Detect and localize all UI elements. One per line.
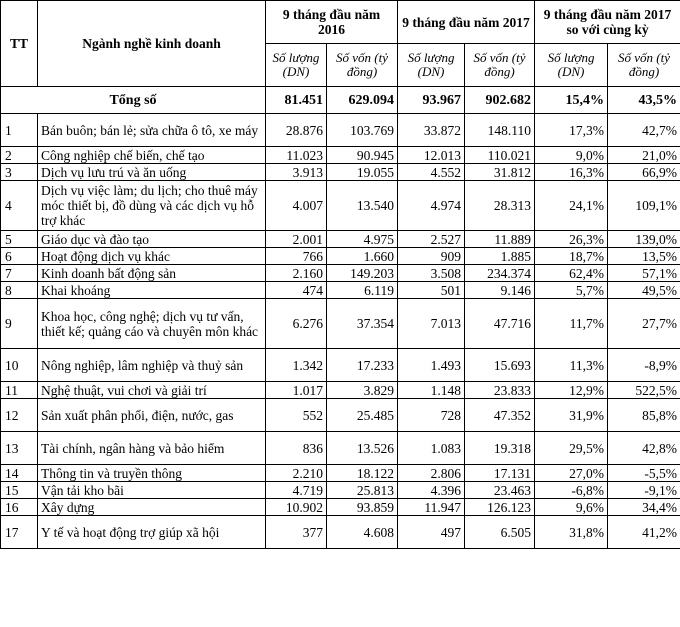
row-sl-2017: 12.013 bbox=[398, 147, 465, 164]
row-sv-2017: 148.110 bbox=[465, 114, 535, 147]
row-sector: Khai khoáng bbox=[38, 282, 266, 299]
row-sector: Bán buôn; bán lẻ; sửa chữa ô tô, xe máy bbox=[38, 114, 266, 147]
row-sv-2016: 103.769 bbox=[327, 114, 398, 147]
row-sl-2016: 4.719 bbox=[266, 482, 327, 499]
row-sl-pct: 9,0% bbox=[535, 147, 608, 164]
row-sl-pct: 12,9% bbox=[535, 382, 608, 399]
row-sector: Vận tải kho bãi bbox=[38, 482, 266, 499]
row-sv-2017: 6.505 bbox=[465, 516, 535, 549]
row-sv-2017: 126.123 bbox=[465, 499, 535, 516]
total-sv-2017: 902.682 bbox=[465, 87, 535, 114]
row-index: 10 bbox=[1, 349, 38, 382]
row-sv-2017: 23.833 bbox=[465, 382, 535, 399]
row-sl-2017: 909 bbox=[398, 248, 465, 265]
table-row bbox=[1, 499, 680, 516]
row-sl-2017: 4.974 bbox=[398, 181, 465, 231]
header-sl-2016: Số lượng (DN) bbox=[266, 44, 327, 87]
table-row bbox=[1, 465, 680, 482]
row-sl-2016: 28.876 bbox=[266, 114, 327, 147]
row-index: 17 bbox=[1, 516, 38, 549]
table-row bbox=[1, 248, 680, 265]
row-sl-2016: 836 bbox=[266, 432, 327, 465]
total-sl-2017: 93.967 bbox=[398, 87, 465, 114]
row-sl-pct: 24,1% bbox=[535, 181, 608, 231]
total-sl-2016: 81.451 bbox=[266, 87, 327, 114]
row-sv-pct: 21,0% bbox=[608, 147, 680, 164]
row-index: 5 bbox=[1, 231, 38, 248]
row-sv-pct: -8,9% bbox=[608, 349, 680, 382]
row-sv-pct: 42,7% bbox=[608, 114, 680, 147]
row-sl-2017: 728 bbox=[398, 399, 465, 432]
row-sv-2016: 4.975 bbox=[327, 231, 398, 248]
header-sv-comparison: Số vốn (tỷ đồng) bbox=[608, 44, 680, 87]
row-sv-pct: 49,5% bbox=[608, 282, 680, 299]
row-sl-2017: 3.508 bbox=[398, 265, 465, 282]
row-sector: Khoa học, công nghệ; dịch vụ tư vấn, thiết kế; quảng cáo và chuyên môn khác bbox=[38, 299, 266, 349]
row-sv-2016: 93.859 bbox=[327, 499, 398, 516]
row-sv-2017: 11.889 bbox=[465, 231, 535, 248]
row-sl-2016: 6.276 bbox=[266, 299, 327, 349]
row-sv-2016: 1.660 bbox=[327, 248, 398, 265]
row-sl-pct: 16,3% bbox=[535, 164, 608, 181]
row-index: 4 bbox=[1, 181, 38, 231]
row-index: 3 bbox=[1, 164, 38, 181]
row-sv-2017: 47.716 bbox=[465, 299, 535, 349]
header-sv-2017: Số vốn (tỷ đồng) bbox=[465, 44, 535, 87]
row-sv-2016: 18.122 bbox=[327, 465, 398, 482]
table-row bbox=[1, 399, 680, 432]
row-index: 11 bbox=[1, 382, 38, 399]
row-sl-pct: 5,7% bbox=[535, 282, 608, 299]
row-sector: Hoạt động dịch vụ khác bbox=[38, 248, 266, 265]
row-sl-pct: 17,3% bbox=[535, 114, 608, 147]
row-index: 9 bbox=[1, 299, 38, 349]
header-sl-2017: Số lượng (DN) bbox=[398, 44, 465, 87]
row-sv-pct: 42,8% bbox=[608, 432, 680, 465]
row-sl-pct: 31,9% bbox=[535, 399, 608, 432]
row-sv-2016: 3.829 bbox=[327, 382, 398, 399]
row-index: 15 bbox=[1, 482, 38, 499]
row-sv-pct: -5,5% bbox=[608, 465, 680, 482]
row-sv-2017: 110.021 bbox=[465, 147, 535, 164]
row-sector: Nông nghiệp, lâm nghiệp và thuỷ sản bbox=[38, 349, 266, 382]
row-index: 2 bbox=[1, 147, 38, 164]
row-sl-2016: 11.023 bbox=[266, 147, 327, 164]
row-sl-2016: 552 bbox=[266, 399, 327, 432]
row-sv-2016: 25.485 bbox=[327, 399, 398, 432]
row-sector: Y tế và hoạt động trợ giúp xã hội bbox=[38, 516, 266, 549]
row-sl-2017: 501 bbox=[398, 282, 465, 299]
table-row bbox=[1, 231, 680, 248]
total-label: Tổng số bbox=[1, 87, 266, 114]
row-sl-2017: 7.013 bbox=[398, 299, 465, 349]
header-sector: Ngành nghề kinh doanh bbox=[38, 1, 266, 87]
row-sv-2017: 47.352 bbox=[465, 399, 535, 432]
table-row bbox=[1, 282, 680, 299]
row-sv-pct: 57,1% bbox=[608, 265, 680, 282]
row-sv-pct: 66,9% bbox=[608, 164, 680, 181]
row-index: 16 bbox=[1, 499, 38, 516]
header-row-groups bbox=[1, 1, 680, 44]
row-sv-2017: 9.146 bbox=[465, 282, 535, 299]
header-comparison: 9 tháng đầu năm 2017 so với cùng kỳ bbox=[535, 1, 680, 44]
row-sv-2017: 28.313 bbox=[465, 181, 535, 231]
row-sl-pct: 9,6% bbox=[535, 499, 608, 516]
row-sl-2017: 11.947 bbox=[398, 499, 465, 516]
table-row bbox=[1, 349, 680, 382]
row-sv-2016: 25.813 bbox=[327, 482, 398, 499]
row-sl-pct: 29,5% bbox=[535, 432, 608, 465]
row-sl-pct: -6,8% bbox=[535, 482, 608, 499]
row-sv-2016: 37.354 bbox=[327, 299, 398, 349]
row-sector: Xây dựng bbox=[38, 499, 266, 516]
total-sv-pct: 43,5% bbox=[608, 87, 680, 114]
row-sl-pct: 27,0% bbox=[535, 465, 608, 482]
row-sl-2016: 1.342 bbox=[266, 349, 327, 382]
row-sv-2016: 17.233 bbox=[327, 349, 398, 382]
row-index: 12 bbox=[1, 399, 38, 432]
row-sector: Kinh doanh bất động sản bbox=[38, 265, 266, 282]
table-row bbox=[1, 164, 680, 181]
row-sv-pct: 27,7% bbox=[608, 299, 680, 349]
row-sl-2017: 33.872 bbox=[398, 114, 465, 147]
row-sl-2016: 474 bbox=[266, 282, 327, 299]
row-sl-pct: 11,7% bbox=[535, 299, 608, 349]
row-sv-2017: 234.374 bbox=[465, 265, 535, 282]
row-sv-2016: 149.203 bbox=[327, 265, 398, 282]
row-sv-pct: 522,5% bbox=[608, 382, 680, 399]
row-sl-2017: 2.527 bbox=[398, 231, 465, 248]
row-sv-2016: 19.055 bbox=[327, 164, 398, 181]
row-sl-2016: 3.913 bbox=[266, 164, 327, 181]
row-sv-2017: 19.318 bbox=[465, 432, 535, 465]
row-sv-2016: 4.608 bbox=[327, 516, 398, 549]
row-sv-2017: 31.812 bbox=[465, 164, 535, 181]
row-sector: Dịch vụ lưu trú và ăn uống bbox=[38, 164, 266, 181]
row-index: 6 bbox=[1, 248, 38, 265]
table-row bbox=[1, 147, 680, 164]
row-sl-2017: 1.493 bbox=[398, 349, 465, 382]
row-sector: Giáo dục và đào tạo bbox=[38, 231, 266, 248]
row-sl-2016: 377 bbox=[266, 516, 327, 549]
header-sv-2016: Số vốn (tỷ đồng) bbox=[327, 44, 398, 87]
row-sv-2016: 6.119 bbox=[327, 282, 398, 299]
table-row bbox=[1, 299, 680, 349]
row-sv-2016: 13.540 bbox=[327, 181, 398, 231]
row-sl-2016: 2.210 bbox=[266, 465, 327, 482]
row-sl-2016: 1.017 bbox=[266, 382, 327, 399]
table-row bbox=[1, 382, 680, 399]
row-sl-pct: 18,7% bbox=[535, 248, 608, 265]
row-sl-2016: 2.001 bbox=[266, 231, 327, 248]
row-sv-2017: 17.131 bbox=[465, 465, 535, 482]
row-sl-2017: 1.083 bbox=[398, 432, 465, 465]
row-sl-pct: 62,4% bbox=[535, 265, 608, 282]
table-row bbox=[1, 181, 680, 231]
row-sv-pct: 109,1% bbox=[608, 181, 680, 231]
row-sv-pct: 34,4% bbox=[608, 499, 680, 516]
row-sv-2016: 90.945 bbox=[327, 147, 398, 164]
header-2016: 9 tháng đầu năm 2016 bbox=[266, 1, 398, 44]
row-sl-2017: 2.806 bbox=[398, 465, 465, 482]
row-index: 1 bbox=[1, 114, 38, 147]
row-sv-pct: -9,1% bbox=[608, 482, 680, 499]
total-sv-2016: 629.094 bbox=[327, 87, 398, 114]
row-sl-2016: 766 bbox=[266, 248, 327, 265]
row-sl-2016: 4.007 bbox=[266, 181, 327, 231]
row-sector: Tài chính, ngân hàng và bảo hiểm bbox=[38, 432, 266, 465]
row-sector: Thông tin và truyền thông bbox=[38, 465, 266, 482]
row-sl-pct: 31,8% bbox=[535, 516, 608, 549]
row-sector: Công nghiệp chế biến, chế tạo bbox=[38, 147, 266, 164]
row-sv-2017: 1.885 bbox=[465, 248, 535, 265]
row-sv-2016: 13.526 bbox=[327, 432, 398, 465]
row-sv-pct: 41,2% bbox=[608, 516, 680, 549]
row-sv-pct: 85,8% bbox=[608, 399, 680, 432]
total-row bbox=[1, 87, 680, 114]
row-sl-2017: 4.396 bbox=[398, 482, 465, 499]
row-sl-pct: 11,3% bbox=[535, 349, 608, 382]
row-sl-2017: 1.148 bbox=[398, 382, 465, 399]
row-sv-pct: 139,0% bbox=[608, 231, 680, 248]
table-row bbox=[1, 482, 680, 499]
row-sl-2017: 4.552 bbox=[398, 164, 465, 181]
row-sl-2016: 10.902 bbox=[266, 499, 327, 516]
row-sl-pct: 26,3% bbox=[535, 231, 608, 248]
table-row bbox=[1, 265, 680, 282]
header-2017: 9 tháng đầu năm 2017 bbox=[398, 1, 535, 44]
total-sl-pct: 15,4% bbox=[535, 87, 608, 114]
header-tt: TT bbox=[1, 1, 38, 87]
row-sl-2017: 497 bbox=[398, 516, 465, 549]
row-sv-2017: 15.693 bbox=[465, 349, 535, 382]
row-sector: Nghệ thuật, vui chơi và giải trí bbox=[38, 382, 266, 399]
table-row bbox=[1, 432, 680, 465]
table-row bbox=[1, 114, 680, 147]
row-sl-2016: 2.160 bbox=[266, 265, 327, 282]
row-sector: Dịch vụ việc làm; du lịch; cho thuê máy móc thiết bị, đồ dùng và các dịch vụ hỗ trợ khác bbox=[38, 181, 266, 231]
row-sv-2017: 23.463 bbox=[465, 482, 535, 499]
row-index: 7 bbox=[1, 265, 38, 282]
header-sl-comparison: Số lượng (DN) bbox=[535, 44, 608, 87]
row-index: 14 bbox=[1, 465, 38, 482]
row-index: 13 bbox=[1, 432, 38, 465]
row-index: 8 bbox=[1, 282, 38, 299]
row-sector: Sản xuất phân phối, điện, nước, gas bbox=[38, 399, 266, 432]
table-row bbox=[1, 516, 680, 549]
row-sv-pct: 13,5% bbox=[608, 248, 680, 265]
